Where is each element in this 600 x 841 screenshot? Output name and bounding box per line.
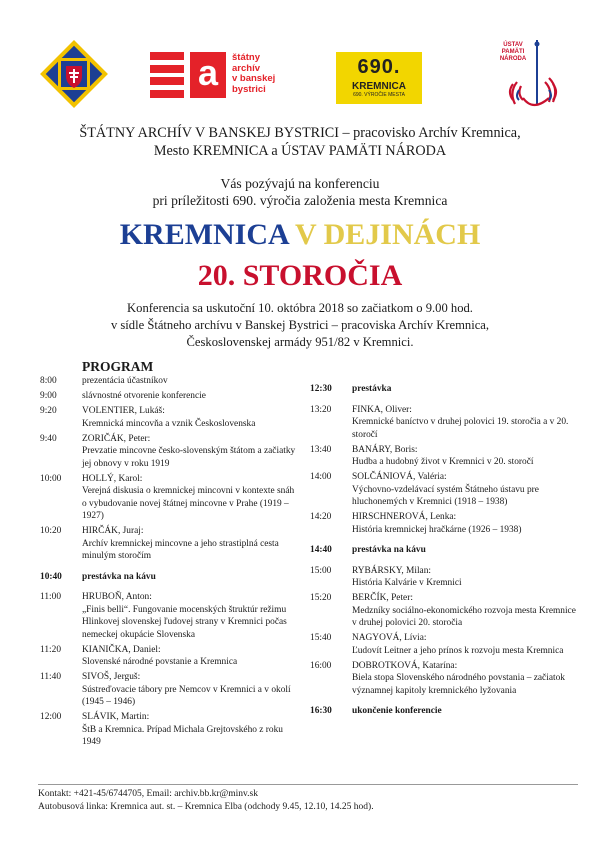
title-kremnica: KREMNICA <box>119 218 289 251</box>
program-item <box>40 525 300 563</box>
program-item <box>310 383 580 396</box>
bus-line: Autobusová linka: Kremnica aut. st. – Kremnica Elba (odchody 9.45, 12.10, 14.25 hod). <box>38 802 374 812</box>
title-v-dejinach: V DEJINÁCH <box>295 218 481 251</box>
program-talk: Kremnická mincovňa a vznik Československa <box>82 418 256 429</box>
program-time: 9:00 <box>40 391 57 401</box>
program-time: 9:20 <box>40 406 57 416</box>
info-line-3: Československej armády 951/82 v Kremnici. <box>186 335 414 349</box>
program-talk: slávnostné otvorenie konferencie <box>82 391 206 401</box>
contact-line: Kontakt: +421-45/6744705, Email: archiv.bb.kr@minv.sk <box>38 789 258 799</box>
organizers-line-1: ŠTÁTNY ARCHÍV V BANSKEJ BYSTRICI – pracovisko Archív Kremnica, <box>79 125 521 141</box>
program-talk: Prevzatie mincovne česko-slovenským štátom a začiatky jej obnovy v roku 1919 <box>82 446 296 469</box>
program-talk: Biela stopa Slovenského národného povstania – začiatok významnej kapitoly kremnického lyžovania <box>352 673 565 696</box>
program-item <box>310 511 580 536</box>
organizers <box>0 124 600 160</box>
kremnica-690-logo: 690. KREMNICA 690. VÝROČIE MESTA <box>336 52 422 104</box>
invitation-line-1: Vás pozývajú na konferenciu <box>220 176 380 191</box>
program-item <box>310 632 580 657</box>
info-line-2: v sídle Štátneho archívu v Banskej Bystrici – pracoviska Archív Kremnica, <box>110 318 490 332</box>
program-talk: Archív kremnickej mincovne a jeho strastiplná cesta minulým storočím <box>82 538 279 561</box>
program-talk: Ľudovít Leitner a jeho prínos k rozvoju mesta Kremnica <box>352 645 564 656</box>
program-time: 10:20 <box>40 526 62 536</box>
logo-bar <box>0 38 600 118</box>
program-item <box>40 591 300 641</box>
invitation <box>0 175 600 209</box>
program-item <box>40 571 300 584</box>
program-talk: Medzníky sociálno-ekonomického rozvoja mesta Kremnice v druhej polovici 20. storočia <box>352 605 576 628</box>
program-item <box>40 671 300 709</box>
footer <box>38 784 578 814</box>
conference-subtitle: 20. STOROČIA <box>197 259 403 292</box>
program-right-column <box>310 375 580 726</box>
conference-title <box>0 218 600 252</box>
program-speaker: VOLENTIER, Lukáš: <box>82 406 165 416</box>
program-talk: Sústreďovacie tábory pre Nemcov v Kremnici a v okolí (1945 – 1946) <box>82 684 291 707</box>
upn-logo: ÚSTAV PAMÄTI NÁRODA <box>493 38 573 118</box>
program-item <box>310 592 580 630</box>
program-time: 16:00 <box>310 660 332 671</box>
program-speaker: HOLLÝ, Karol: <box>82 473 143 484</box>
program-speaker: HIRSCHNEROVÁ, Lenka: <box>352 512 457 522</box>
program-time: 10:00 <box>40 473 62 484</box>
program-talk: História kremnickej hračkárne (1926 – 1938) <box>352 524 522 535</box>
program-break: prestávka na kávu <box>82 571 156 582</box>
program-time: 9:40 <box>40 433 57 444</box>
program-time: 14:40 <box>310 545 332 555</box>
program-left-column <box>40 375 300 751</box>
program-time: 12:30 <box>310 384 332 394</box>
program-time: 10:40 <box>40 571 62 582</box>
program-item <box>40 433 300 471</box>
program-time: 14:00 <box>310 472 332 482</box>
program-time: 15:00 <box>310 565 332 576</box>
program-speaker: SOLČÁNIOVÁ, Valéria: <box>352 472 447 482</box>
program-time: 13:40 <box>310 444 332 455</box>
program-item <box>310 565 580 590</box>
program-time: 8:00 <box>40 376 57 386</box>
program-item <box>40 390 300 403</box>
program-time: 14:20 <box>310 512 332 522</box>
program-time: 12:00 <box>40 712 62 722</box>
program-time: 15:40 <box>310 633 332 643</box>
program-item <box>40 644 300 669</box>
program-talk: prezentácia účastníkov <box>82 376 168 386</box>
program-time: 13:20 <box>310 404 332 415</box>
info-line-1: Konferencia sa uskutoční 10. októbra 2018 so začiatkom o 9.00 hod. <box>127 301 473 315</box>
program-speaker: KIANIČKA, Daniel: <box>82 644 161 655</box>
program-speaker: HRUBOŇ, Anton: <box>82 592 152 602</box>
program-talk: ŠtB a Kremnica. Prípad Michala Grejtovského z roku 1949 <box>82 724 283 747</box>
program-speaker: NAGYOVÁ, Lívia: <box>352 633 427 643</box>
program-item <box>40 375 300 388</box>
state-archive-logo: a štátny archív v banskej bystrici <box>150 52 300 98</box>
program-talk: História Kalvárie v Kremnici <box>352 578 462 588</box>
program-speaker: HIRČÁK, Juraj: <box>82 526 144 536</box>
program-time: 11:20 <box>40 644 62 655</box>
program-time: 11:00 <box>40 592 62 602</box>
program-talk: Kremnické baníctvo v druhej polovici 19. storočia a v 20. storočí <box>352 417 569 440</box>
conference-info <box>0 300 600 351</box>
program-time: 15:20 <box>310 593 332 603</box>
program-time: 16:30 <box>310 706 332 716</box>
program-speaker: BERČÍK, Peter: <box>352 593 413 603</box>
program-break: prestávka <box>352 384 392 394</box>
program-speaker: SIVOŠ, Jerguš: <box>82 672 141 682</box>
program-item <box>40 405 300 430</box>
program-item <box>310 404 580 442</box>
program-talk: Slovenské národné povstanie a Kremnica <box>82 657 238 667</box>
program-break: prestávka na kávu <box>352 545 426 555</box>
program-time: 11:40 <box>40 672 62 682</box>
program-talk: „Finis belli“. Fungovanie mocenských štruktúr režimu Hlinkovej slovenskej ľudovej strany v Kremnici počas nemeckej okupácie Slovenska <box>82 604 287 640</box>
ministry-emblem-logo <box>38 38 110 110</box>
invitation-line-2: pri príležitosti 690. výročia založenia mesta Kremnica <box>152 193 448 208</box>
program-item <box>310 660 580 698</box>
program-title: PROGRAM <box>82 359 154 374</box>
program-item <box>40 473 300 523</box>
program-speaker: FINKA, Oliver: <box>352 404 412 415</box>
program-talk: Výchovno-vzdelávací systém Štátneho ústavu pre hluchonemých v Kremnici (1918 – 1938) <box>352 484 539 507</box>
program-item <box>310 544 580 557</box>
program-break: ukončenie konferencie <box>352 706 442 716</box>
program-speaker: ZORIČÁK, Peter: <box>82 433 151 444</box>
program-speaker: BANÁRY, Boris: <box>352 444 418 455</box>
program-speaker: DOBROTKOVÁ, Katarína: <box>352 660 458 671</box>
program-talk: Verejná diskusia o kremnickej mincovni v kontexte snáh o vybudovanie novej štátnej mincovne v Prahe (1919 – 1927) <box>82 486 295 521</box>
program-item <box>310 705 580 718</box>
program-talk: Hudba a hudobný život v Kremnici v 20. storočí <box>352 457 534 467</box>
program-item <box>310 444 580 469</box>
program-item <box>310 471 580 509</box>
program-speaker: SLÁVIK, Martin: <box>82 712 150 722</box>
program-item <box>40 711 300 749</box>
program-speaker: RYBÁRSKY, Milan: <box>352 565 432 576</box>
organizers-line-2: Mesto KREMNICA a ÚSTAV PAMÄTI NÁRODA <box>153 143 447 159</box>
